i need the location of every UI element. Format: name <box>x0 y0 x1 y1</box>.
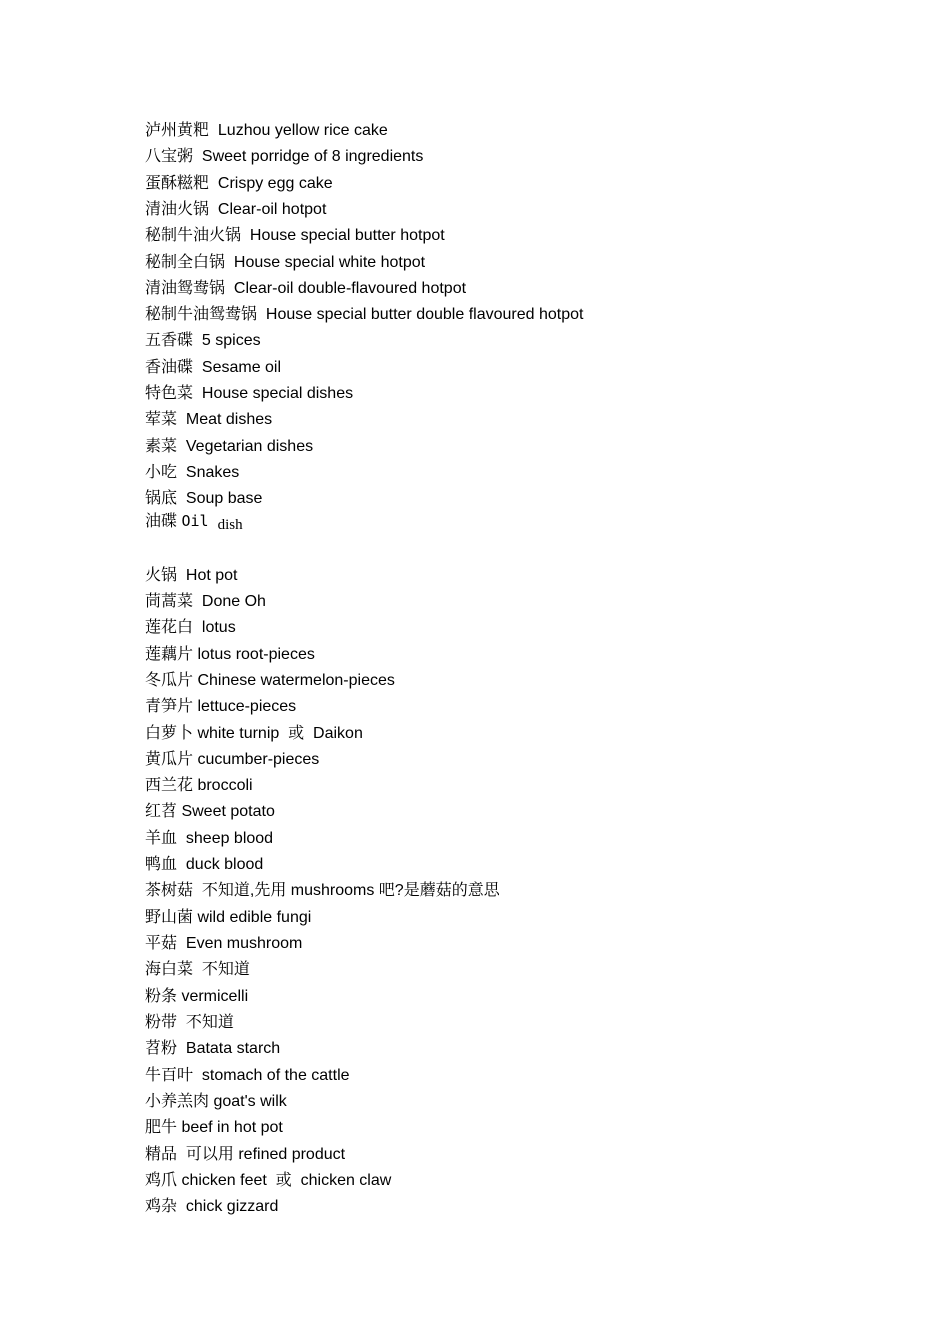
menu-entry-oil-dish <box>145 511 243 531</box>
menu-entry: 黄瓜片 cucumber-pieces <box>145 751 320 768</box>
menu-entry: 莲花白 lotus <box>145 619 236 636</box>
menu-entry: 野山菌 wild edible fungi <box>145 909 312 926</box>
menu-entry: 清油火锅 Clear-oil hotpot <box>145 201 327 218</box>
menu-entry: 苕粉 Batata starch <box>145 1040 281 1057</box>
oil-dish-chinese: 油碟 <box>145 513 182 530</box>
menu-entry: 红苕 Sweet potato <box>145 803 275 820</box>
menu-entry: 西兰花 broccoli <box>145 777 253 794</box>
menu-entry: 粉条 vermicelli <box>145 988 249 1005</box>
menu-entry: 秘制牛油鸳鸯锅 House special butter double flavoured hotpot <box>145 306 584 323</box>
menu-entry: 锅底 Soup base <box>145 490 263 507</box>
menu-entry: 精品 可以用 refined product <box>145 1146 346 1163</box>
menu-entry: 蛋酥糍粑 Crispy egg cake <box>145 175 333 192</box>
menu-entry: 鸡爪 chicken feet 或 chicken claw <box>145 1172 392 1189</box>
menu-entry: 牛百叶 stomach of the cattle <box>145 1067 350 1084</box>
menu-entry: 素菜 Vegetarian dishes <box>145 438 314 455</box>
menu-entry: 小养羔肉 goat's wilk <box>145 1093 287 1110</box>
oil-dish-word-oil: Oil <box>181 512 218 530</box>
menu-entry: 鸡杂 chick gizzard <box>145 1198 279 1215</box>
menu-entry: 五香碟 5 spices <box>145 332 261 349</box>
menu-entry: 八宝粥 Sweet porridge of 8 ingredients <box>145 148 424 165</box>
menu-entry: 茼蒿菜 Done Oh <box>145 593 266 610</box>
menu-entry: 泸州黄粑 Luzhou yellow rice cake <box>145 122 388 139</box>
menu-entry: 平菇 Even mushroom <box>145 935 303 952</box>
menu-entry: 秘制全白锅 House special white hotpot <box>145 254 426 271</box>
menu-entry: 鸭血 duck blood <box>145 856 264 873</box>
menu-entry: 秘制牛油火锅 House special butter hotpot <box>145 227 445 244</box>
menu-entry: 莲藕片 lotus root-pieces <box>145 646 315 663</box>
menu-entry: 荤菜 Meat dishes <box>145 411 273 428</box>
menu-entry: 海白菜 不知道 <box>145 961 250 978</box>
menu-entry: 冬瓜片 Chinese watermelon-pieces <box>145 672 395 689</box>
menu-entry: 青笋片 lettuce-pieces <box>145 698 297 715</box>
menu-entry: 肥牛 beef in hot pot <box>145 1119 283 1136</box>
menu-entry: 羊血 sheep blood <box>145 830 274 847</box>
menu-entry: 清油鸳鸯锅 Clear-oil double-flavoured hotpot <box>145 280 467 297</box>
menu-entry: 粉带 不知道 <box>145 1014 234 1031</box>
menu-entry: 香油碟 Sesame oil <box>145 359 282 376</box>
menu-entry: 茶树菇 不知道,先用 mushrooms 吧?是蘑菇的意思 <box>145 882 500 899</box>
menu-entry: 小吃 Snakes <box>145 464 240 481</box>
menu-entry: 火锅 Hot pot <box>145 567 238 584</box>
menu-entry: 特色菜 House special dishes <box>145 385 354 402</box>
oil-dish-word-dish: dish <box>217 517 243 533</box>
menu-entry: 白萝卜 white turnip 或 Daikon <box>145 725 363 742</box>
